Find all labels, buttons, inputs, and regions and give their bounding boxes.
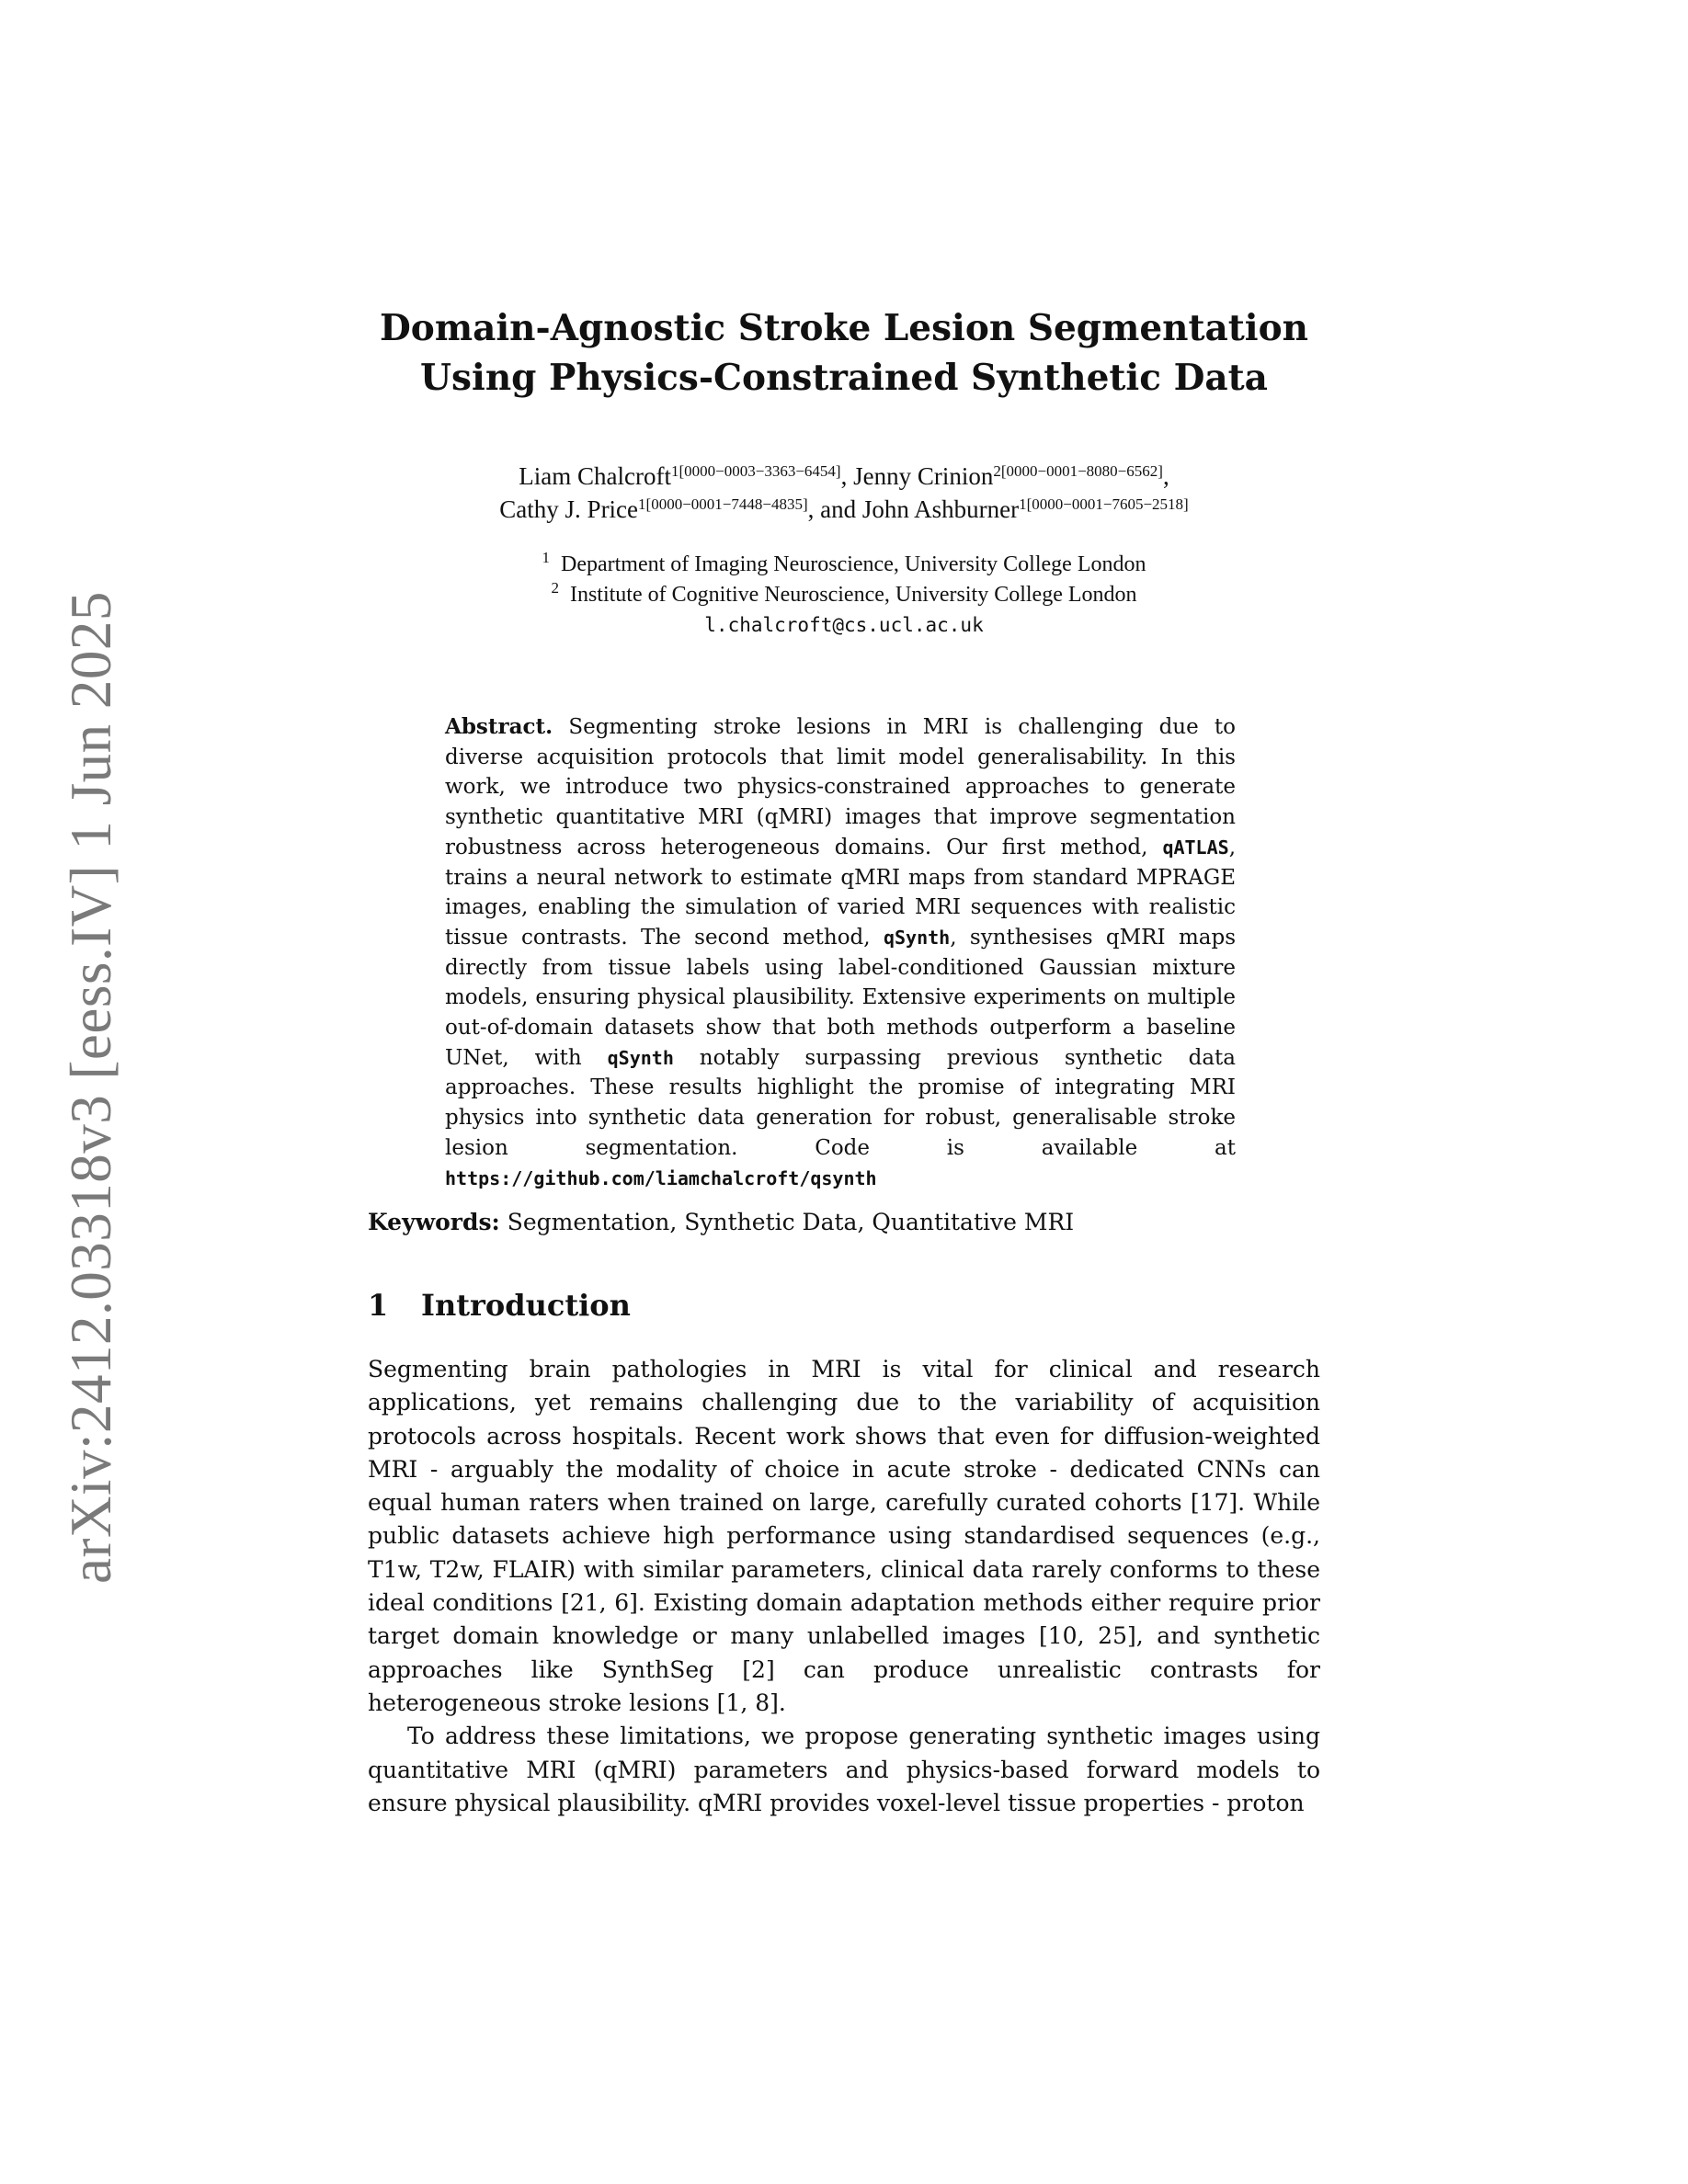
author-orcid: 1[0000−0003−3363−6454]	[671, 462, 841, 480]
arxiv-identifier: arXiv:2412.03318v3 [eess.IV] 1 Jun 2025	[59, 591, 123, 1584]
author-line-2	[331, 493, 1357, 526]
keywords	[368, 1207, 1324, 1238]
abstract-text: , synthesises qMRI maps directly from tissue labels using label-conditioned Gaussian mixture models, ensuring physical plausibility. Extensive experiments on multiple out-of-domain datasets show that both methods outperform a baseline UNet, with	[445, 925, 1237, 1070]
abstract-text: notably surpassing previous synthetic data approaches. These results highlight the promise of integrating MRI physics into synthetic data generation for robust, generalisable stroke lesion segmentation. Code is available at	[445, 1045, 1236, 1160]
code-url-link[interactable]: https://github.com/liamchalcroft/qsynth	[445, 1166, 877, 1189]
section-title: Introduction	[421, 1288, 631, 1323]
method-name-qsynth: qSynth	[607, 1046, 674, 1069]
affiliations	[331, 550, 1357, 641]
author-orcid: 2[0000−0001−8080−6562]	[993, 462, 1163, 480]
author-separator: , and	[807, 495, 862, 523]
keywords-label: Keywords:	[368, 1209, 500, 1235]
author-line-1	[331, 460, 1357, 493]
abstract-text: Segmenting stroke lesions in MRI is challenging due to diverse acquisition protocols that limit model generalisability. In this work, we introduce two physics-constrained approaches to generate synthetic quantitative MRI (qMRI) images that improve segmentation robustness across heterogeneous domains. Our first method,	[445, 715, 1236, 859]
abstract-label: Abstract.	[445, 714, 553, 739]
introduction-body	[368, 1353, 1320, 1820]
author-name: John Ashburner	[861, 495, 1020, 523]
section-heading	[368, 1286, 1324, 1325]
affiliation-marker: 2	[551, 579, 559, 597]
abstract	[445, 712, 1236, 1193]
author-name: Liam Chalcroft	[519, 462, 671, 490]
author-orcid: 1[0000−0001−7605−2518]	[1019, 495, 1189, 513]
paper-title	[368, 303, 1320, 403]
method-name-qsynth: qSynth	[883, 926, 951, 949]
author-separator: ,	[1162, 462, 1169, 490]
contact-email[interactable]: l.chalcroft@cs.ucl.ac.uk	[704, 614, 984, 636]
affiliation-marker: 1	[542, 549, 550, 566]
affiliation-2	[331, 580, 1357, 610]
title-line-2: Using Physics-Constrained Synthetic Data	[420, 357, 1268, 399]
paragraph: Segmenting brain pathologies in MRI is vital for clinical and research applications, yet remains challenging due to the variability of acquisition protocols across hospitals. Recent work shows that even for diffusion-weighted MRI - arguably the modality of choice in acute stroke - dedicated CNNs can equal human raters when trained on large, carefully curated cohorts [17]. While public datasets achieve high performance using standardised sequences (e.g., T1w, T2w, FLAIR) with similar parameters, clinical data rarely conforms to these ideal conditions [21, 6]. Existing domain adaptation methods either require prior target domain knowledge or many unlabelled images [10, 25], and synthetic approaches like SynthSeg [2] can produce unrealistic contrasts for heterogeneous stroke lesions [1, 8].	[368, 1356, 1320, 1716]
affiliation-text: Institute of Cognitive Neuroscience, University College London	[569, 583, 1137, 607]
paragraph: To address these limitations, we propose generating synthetic images using quantitative MRI (qMRI) parameters and physics-based forward models to ensure physical plausibility. qMRI provides voxel-level tissue properties - proton	[368, 1723, 1320, 1816]
author-name: Cathy J. Price	[499, 495, 639, 523]
author-separator: ,	[840, 462, 854, 490]
section-number: 1	[368, 1288, 389, 1323]
author-orcid: 1[0000−0001−7448−4835]	[638, 495, 808, 513]
method-name-qatlas: qATLAS	[1162, 836, 1229, 859]
abstract-text: , trains a neural network to estimate qMRI maps from standard MPRAGE images, enabling the simulation of varied MRI sequences with realistic tissue contrasts. The second method,	[445, 835, 1236, 950]
author-name: Jenny Crinion	[853, 462, 994, 490]
affiliation-text: Department of Imaging Neuroscience, University College London	[561, 552, 1146, 576]
keywords-text: Segmentation, Synthetic Data, Quantitative MRI	[499, 1209, 1075, 1235]
author-list	[331, 460, 1357, 526]
affiliation-1	[331, 550, 1357, 580]
title-line-1: Domain-Agnostic Stroke Lesion Segmentation	[379, 307, 1308, 349]
